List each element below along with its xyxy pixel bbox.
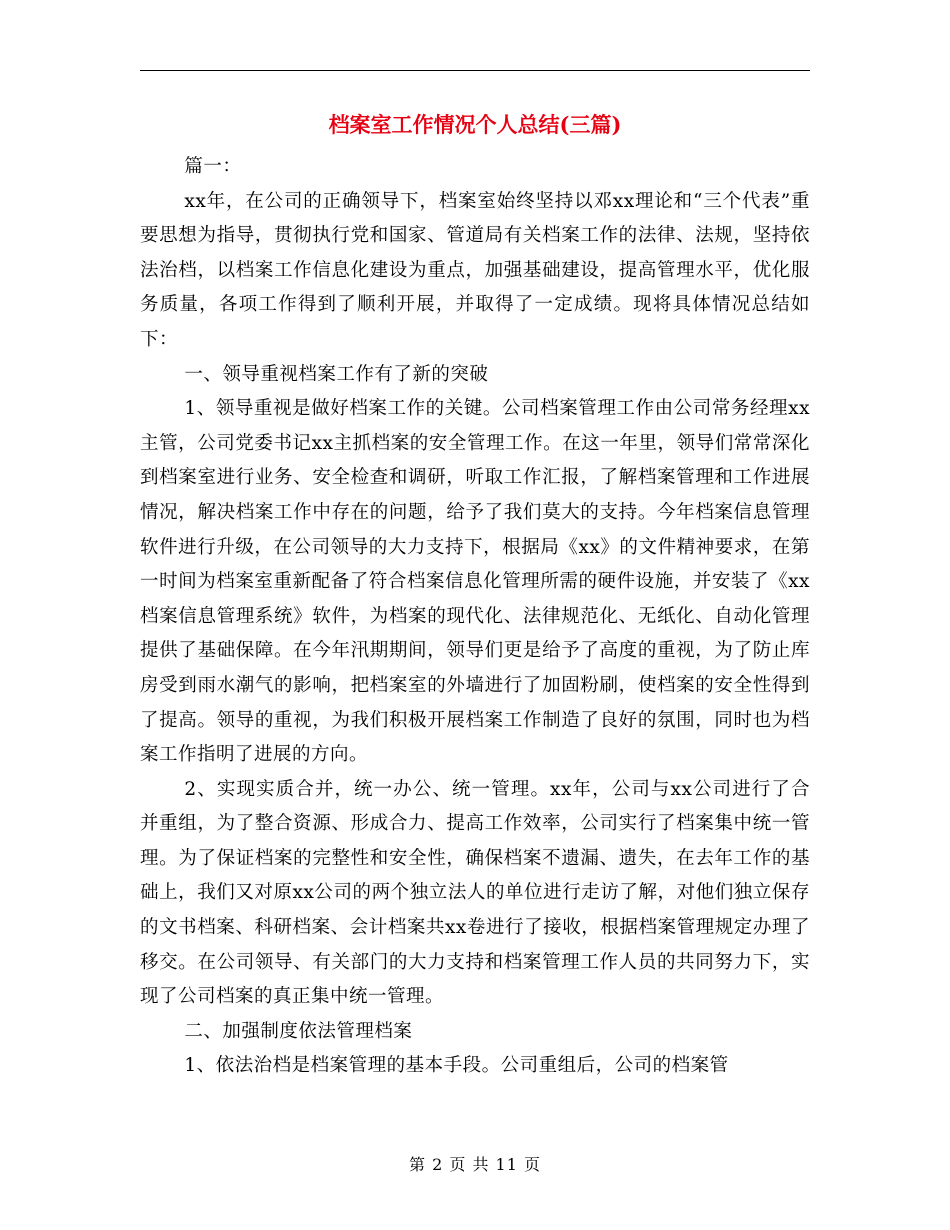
intro-paragraph: xx年，在公司的正确领导下，档案室始终坚持以邓xx理论和“三个代表”重要思想为指导，贯彻执行党和国家、管道局有关档案工作的法律、法规，坚持依法治档，以档案工作信息化建设为重点，加强基础建设，提高管理水平，优化服务质量，各项工作得到了顺利开展，并取得了一定成绩。现将具体情况总结如下：: [140, 190, 810, 350]
section-heading-leadership: 一、领导重视档案工作有了新的突破: [184, 363, 489, 385]
paragraph-regulation-detail: 1、依法治档是档案管理的基本手段。公司重组后，公司的档案管: [184, 1055, 729, 1077]
header-rule: [140, 70, 810, 71]
document-title: 档案室工作情况个人总结(三篇): [328, 112, 622, 137]
page-number-footer: 第 2 页 共 11 页: [409, 1155, 541, 1174]
section-heading-part-one: 篇一：: [184, 156, 242, 177]
document-body: [140, 150, 810, 1084]
paragraph-leadership-detail: 1、领导重视是做好档案工作的关键。公司档案管理工作由公司常务经理xx主管，公司党委书记xx主抓档案的安全管理工作。在这一年里，领导们常常深化到档案室进行业务、安全检查和调研，听取工作汇报，了解档案管理和工作进展情况，解决档案工作中存在的问题，给予了我们莫大的支持。今年档案信息管理软件进行升级，在公司领导的大力支持下，根据局《xx》的文件精神要求，在第一时间为档案室重新配备了符合档案信息化管理所需的硬件设施，并安装了《xx档案信息管理系统》软件，为档案的现代化、法律规范化、无纸化、自动化管理提供了基础保障。在今年汛期期间，领导们更是给予了高度的重视，为了防止库房受到雨水潮气的影响，把档案室的外墙进行了加固粉刷，使档案的安全性得到了提高。领导的重视，为我们积极开展档案工作制造了良好的氛围，同时也为档案工作指明了进展的方向。: [140, 398, 810, 766]
section-heading-regulation: 二、加强制度依法管理档案: [184, 1020, 413, 1042]
paragraph-merger-detail: 2、实现实质合并，统一办公、统一管理。xx年，公司与xx公司进行了合并重组，为了整合资源、形成合力、提高工作效率，公司实行了档案集中统一管理。为了保证档案的完整性和安全性，确保档案不遗漏、遗失，在去年工作的基础上，我们又对原xx公司的两个独立法人的单位进行走访了解，对他们独立保存的文书档案、科研档案、会计档案共xx卷进行了接收，根据档案管理规定办理了移交。在公司领导、有关部门的大力支持和档案管理工作人员的共同努力下，实现了公司档案的真正集中统一管理。: [140, 778, 810, 1008]
